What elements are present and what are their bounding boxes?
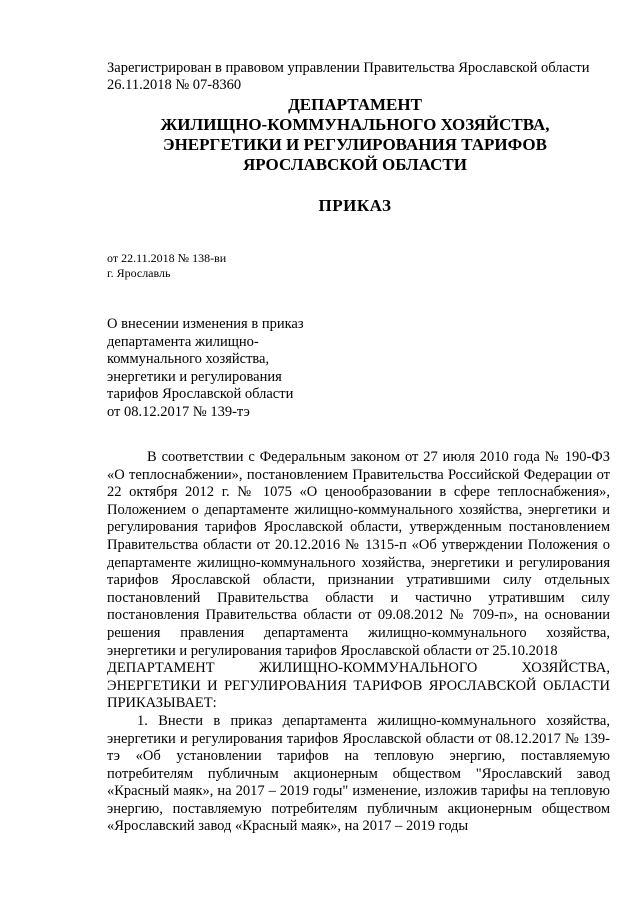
subject-line-2: департамента жилищно- [107,333,259,350]
subject-line-3: коммунального хозяйства, [107,351,270,367]
subject-line-5: тарифов Ярославской области [107,386,294,402]
order-title: ПРИКАЗ [318,196,392,215]
orders-paragraph: ДЕПАРТАМЕНТ ЖИЛИЩНО-КОММУНАЛЬНОГО ХОЗЯЙСТВА, ЭНЕРГЕТИКИ И РЕГУЛИРОВАНИЯ ТАРИФОВ ЯРОСЛАВСКОЙ ОБЛАСТИ ПРИКАЗЫВАЕТ: [107,660,610,712]
department-header [100,95,610,175]
department-line-3: ЭНЕРГЕТИКИ И РЕГУЛИРОВАНИЯ ТАРИФОВ [163,135,547,154]
subject-line-4: энергетики и регулирования [107,368,282,385]
order-city: г. Ярославль [107,266,171,280]
subject-line-6: от 08.12.2017 № 139-тэ [107,403,250,420]
order-body [107,449,610,836]
item-1-paragraph: 1. Внести в приказ департамента жилищно-коммунального хозяйства, энергетики и регулирования тарифов Ярославской области от 08.12.2017 № 139-тэ «Об установлении тарифов на тепловую энергию, поставляемую потребителям публичным акционерным обществом "Ярославский завод «Красный маяк», на 2017 – 2019 годы" изменение, изложив тарифы на тепловую энергию, поставляемую потребителям публичным акционерным обществом «Ярославский завод «Красный маяк», на 2017 – 2019 годы [107,712,610,835]
preamble-paragraph: В соответствии с Федеральным законом от 27 июля 2010 года № 190-ФЗ «О теплоснабжении», постановлением Правительства Российской Федерации от 22 октября 2012 г. № 1075 «О ценообразовании в сфере теплоснабжения», Положением о департаменте жилищно-коммунального хозяйства, энергетики и регулирования тарифов Ярославской области, утвержденным постановлением Правительства области от 20.12.2016 № 1315-п «Об утверждении Положения о департаменте жилищно-коммунального хозяйства, энергетики и регулирования тарифов Ярославской области, признании утратившими силу отдельных постановлений Правительства области и частично утратившим силу постановления Правительства области от 09.08.2012 № 709-п», на основании решения правления департамента жилищно-коммунального хозяйства, энергетики и регулирования тарифов Ярославской области от 25.10.2018 [107,449,610,659]
subject-line-1: О внесении изменения в приказ [107,316,304,332]
department-line-1: ДЕПАРТАМЕНТ [288,95,422,114]
order-subject [107,316,367,421]
registration-note [107,60,617,94]
order-meta [107,251,226,281]
registration-line-1: Зарегистрирован в правовом управлении Правительства Ярославской области [107,60,590,76]
order-date-number: от 22.11.2018 № 138-ви [107,251,227,265]
department-line-2: ЖИЛИЩНО-КОММУНАЛЬНОГО ХОЗЯЙСТВА, [160,115,550,134]
department-line-4: ЯРОСЛАВСКОЙ ОБЛАСТИ [243,155,467,174]
registration-line-2: 26.11.2018 № 07-8360 [107,77,242,93]
